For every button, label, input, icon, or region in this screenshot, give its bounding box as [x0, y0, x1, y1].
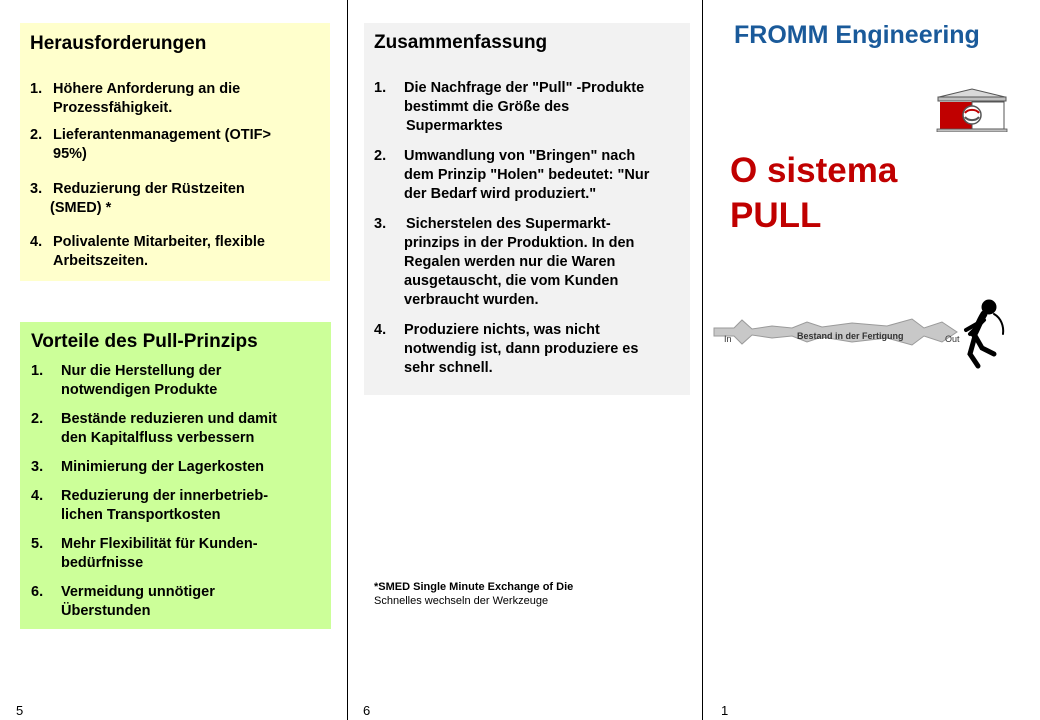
challenges-item: 4. Polivalente Mitarbeiter, flexible Arbeitszeiten. [30, 234, 265, 269]
summary-item: 2. Umwandlung von "Bringen" nach dem Prinzip "Holen" bedeutet: "Nur der Bedarf wird produziert." [374, 148, 650, 202]
smed-footnote: *SMED Single Minute Exchange of Die Schnelles wechseln der Werkzeuge [374, 581, 574, 607]
page-number-right: 1 [721, 703, 729, 718]
panel-divider-right [702, 0, 703, 720]
page-number-middle: 6 [363, 703, 371, 718]
summary-item: 4. Produziere nichts, was nicht notwendig ist, dann produziere es sehr schnell. [374, 322, 639, 376]
challenges-item: 2. Lieferantenmanagement (OTIF> 95%) [30, 127, 271, 162]
advantages-item: 5. Mehr Flexibilität für Kunden- bedürfnisse [31, 536, 258, 571]
advantages-item: 1. Nur die Herstellung der notwendigen Produkte [31, 363, 222, 398]
pulling-figure-icon [966, 300, 1003, 366]
advantages-item: 3. Minimierung der Lagerkosten [31, 459, 265, 475]
advantages-item: 2. Bestände reduzieren und damit den Kapitalfluss verbessern [31, 411, 277, 446]
challenges-item: 3. Reduzierung der Rüstzeiten (SMED) * [30, 181, 245, 216]
panel-divider-left [347, 0, 348, 720]
summary-box [364, 23, 690, 395]
advantages-title: Vorteile des Pull-Prinzips [31, 331, 258, 352]
company-logo-icon [935, 88, 1009, 132]
summary-item: 3. Sicherstelen des Supermarkt- prinzips in der Produktion. In den Regalen werden nur die Waren ausgetauscht, die vom Kunden verbraucht wurden. [374, 216, 635, 308]
page-number-left: 5 [16, 703, 24, 718]
challenges-box [20, 23, 330, 281]
challenges-item: 1. Höhere Anforderung an die Prozessfähigkeit. [30, 81, 241, 116]
pull-flow-illustration [712, 296, 1012, 376]
flow-stock-label: Bestand in der Fertigung [797, 331, 904, 341]
advantages-item: 6. Vermeidung unnötiger Überstunden [31, 584, 215, 619]
main-title: O sistema PULL [730, 151, 898, 235]
challenges-title: Herausforderungen [30, 33, 207, 54]
summary-title: Zusammenfassung [374, 32, 548, 53]
summary-list [374, 79, 680, 378]
challenges-list [30, 80, 320, 271]
flow-out-label: Out [945, 334, 960, 344]
summary-item: 1. Die Nachfrage der "Pull" -Produkte bestimmt die Größe des Supermarktes [374, 80, 645, 134]
brand-name: FROMM Engineering [734, 21, 980, 49]
flow-in-label: In [724, 334, 732, 344]
advantages-item: 4. Reduzierung der innerbetrieb- lichen Transportkosten [31, 488, 269, 523]
advantages-box [20, 322, 331, 629]
advantages-list [31, 362, 321, 621]
